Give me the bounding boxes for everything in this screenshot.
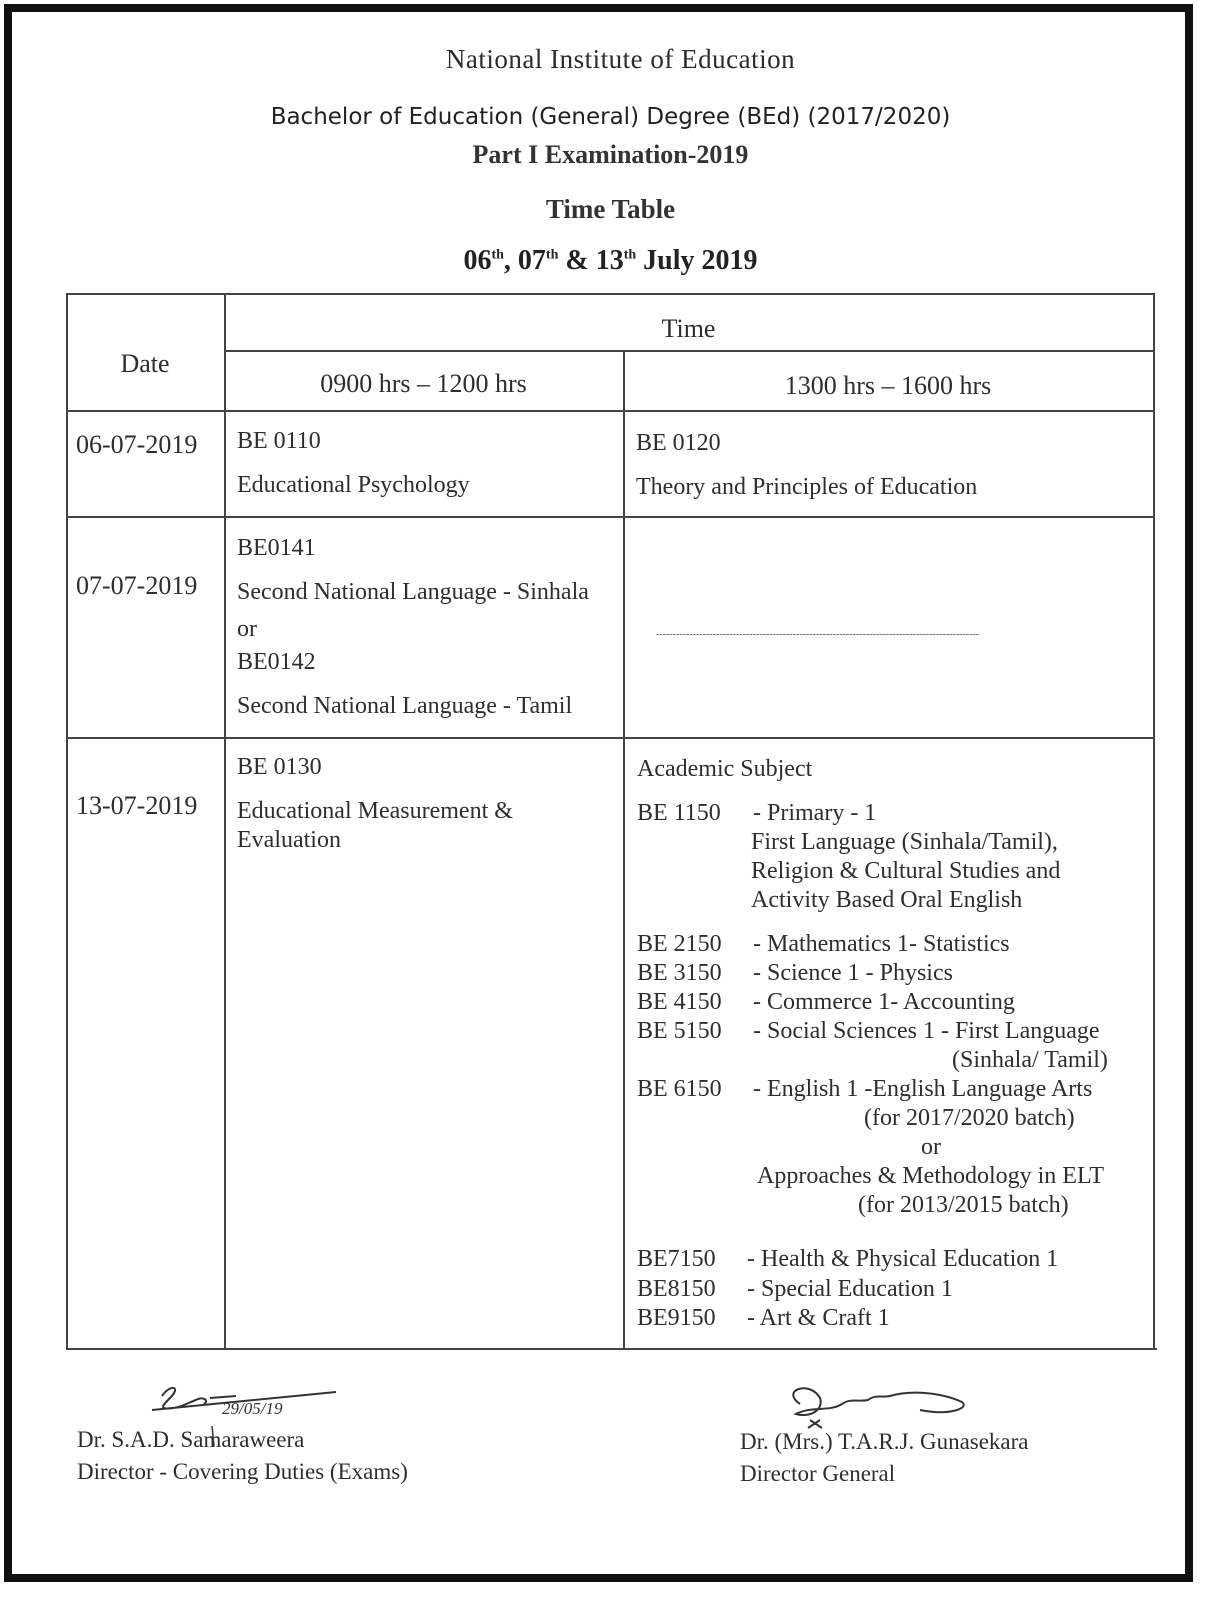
subject-code: BE 2150 [637,931,722,957]
signatory-right [740,1426,1029,1490]
subject-label: - Primary - 1 [753,800,877,826]
exam-dates: 06th, 07th & 13th July 2019 [463,245,758,276]
signatory-left [77,1424,408,1488]
table-border-top [66,293,1155,295]
subject-row [637,1245,1058,1274]
time-header: Time [661,314,716,343]
subject-detail: Religion & Cultural Studies and [751,858,1061,884]
or-text: or [921,1134,941,1160]
subject-label: - Commerce 1- Accounting [753,989,1015,1015]
row-date: 07-07-2019 [76,571,198,600]
table-border-right [1153,293,1155,1350]
ordinal-suffix: th [545,247,559,263]
subject-name: Second National Language - Tamil [237,693,573,719]
date-header: Date [120,349,170,378]
subject-row [637,930,1010,959]
subject-row [637,988,1015,1017]
table-border-bottom [66,1348,1157,1350]
col-divider-slots [623,350,625,1350]
ordinal-suffix: th [491,247,504,263]
subject-label: - Art & Craft 1 [747,1305,890,1331]
time-divider [224,350,1153,352]
subject-detail: First Language (Sinhala/Tamil), [751,829,1058,855]
signatory-name: Dr. (Mrs.) T.A.R.J. Gunasekara [740,1429,1029,1454]
subject-code: BE0141 [237,535,316,561]
degree-title: Bachelor of Education (General) Degree (BEd) (2017/2020) [270,104,951,130]
subject-code: BE8150 [637,1276,716,1302]
date-month-year: July 2019 [643,245,758,276]
row-date: 13-07-2019 [76,791,198,820]
subject-row [637,1075,1092,1104]
batch-note: (for 2013/2015 batch) [858,1192,1069,1218]
subject-detail: Activity Based Oral English [751,887,1023,913]
signatory-name: Dr. S.A.D. Samaraweera [77,1427,305,1452]
slot-afternoon-header: 1300 hrs – 1600 hrs [784,371,992,400]
row-date: 06-07-2019 [76,430,198,459]
subject-code: BE9150 [637,1305,716,1331]
subject-row [637,799,876,828]
document-title: Time Table [545,194,676,224]
subject-label: - English 1 -English Language Arts [753,1076,1093,1102]
institution-name: National Institute of Education [445,44,796,74]
header-divider [66,410,1155,412]
subject-code: BE7150 [637,1246,716,1272]
subject-row [637,959,953,988]
table-border-left [66,293,68,1350]
subject-name-cont: Evaluation [237,827,341,853]
academic-subject-title: Academic Subject [637,756,813,782]
subject-code: BE 3150 [637,960,722,986]
subject-label: - Social Sciences 1 - First Language [753,1018,1100,1044]
subject-label: - Health & Physical Education 1 [747,1246,1059,1272]
subject-label: - Special Education 1 [747,1276,953,1302]
or-text: or [237,616,257,642]
signatory-title: Director - Covering Duties (Exams) [77,1459,408,1484]
date-day-1: 06 [463,245,492,276]
subject-detail: (Sinhala/ Tamil) [952,1047,1108,1073]
subject-row [637,1304,890,1333]
subject-detail: Approaches & Methodology in ELT [757,1163,1105,1189]
ordinal-suffix: th [623,247,637,263]
signature-date-note: 29/05/19 [222,1399,283,1418]
col-divider-date [224,293,226,1350]
subject-name: Educational Measurement & [237,798,513,824]
row-divider [66,516,1155,518]
subject-code: BE0142 [237,649,316,675]
date-day-2: 07 [517,245,546,276]
subject-code: BE 0110 [237,428,321,454]
subject-name: Educational Psychology [237,472,470,498]
no-exam-placeholder: ------------------------------------------------------------------------------------------------- [656,629,980,640]
exam-title: Part I Examination-2019 [472,140,749,169]
subject-label: - Mathematics 1- Statistics [753,931,1010,957]
row-divider [66,737,1155,739]
subject-code: BE 1150 [637,800,721,826]
subject-code: BE 5150 [637,1018,722,1044]
subject-row [637,1017,1100,1046]
batch-note: (for 2017/2020 batch) [864,1105,1075,1131]
timetable [66,300,1179,1377]
subject-code: BE 4150 [637,989,722,1015]
date-day-3: 13 [595,245,624,276]
signatory-title: Director General [740,1461,896,1486]
subject-label: - Science 1 - Physics [753,960,953,986]
subject-code: BE 0120 [636,430,721,456]
subject-code: BE 0130 [237,754,322,780]
subject-code: BE 6150 [637,1076,722,1102]
subject-name: Theory and Principles of Education [636,474,978,500]
subject-name: Second National Language - Sinhala [237,579,589,605]
subject-row [637,1275,953,1304]
slot-morning-header: 0900 hrs – 1200 hrs [320,369,527,398]
